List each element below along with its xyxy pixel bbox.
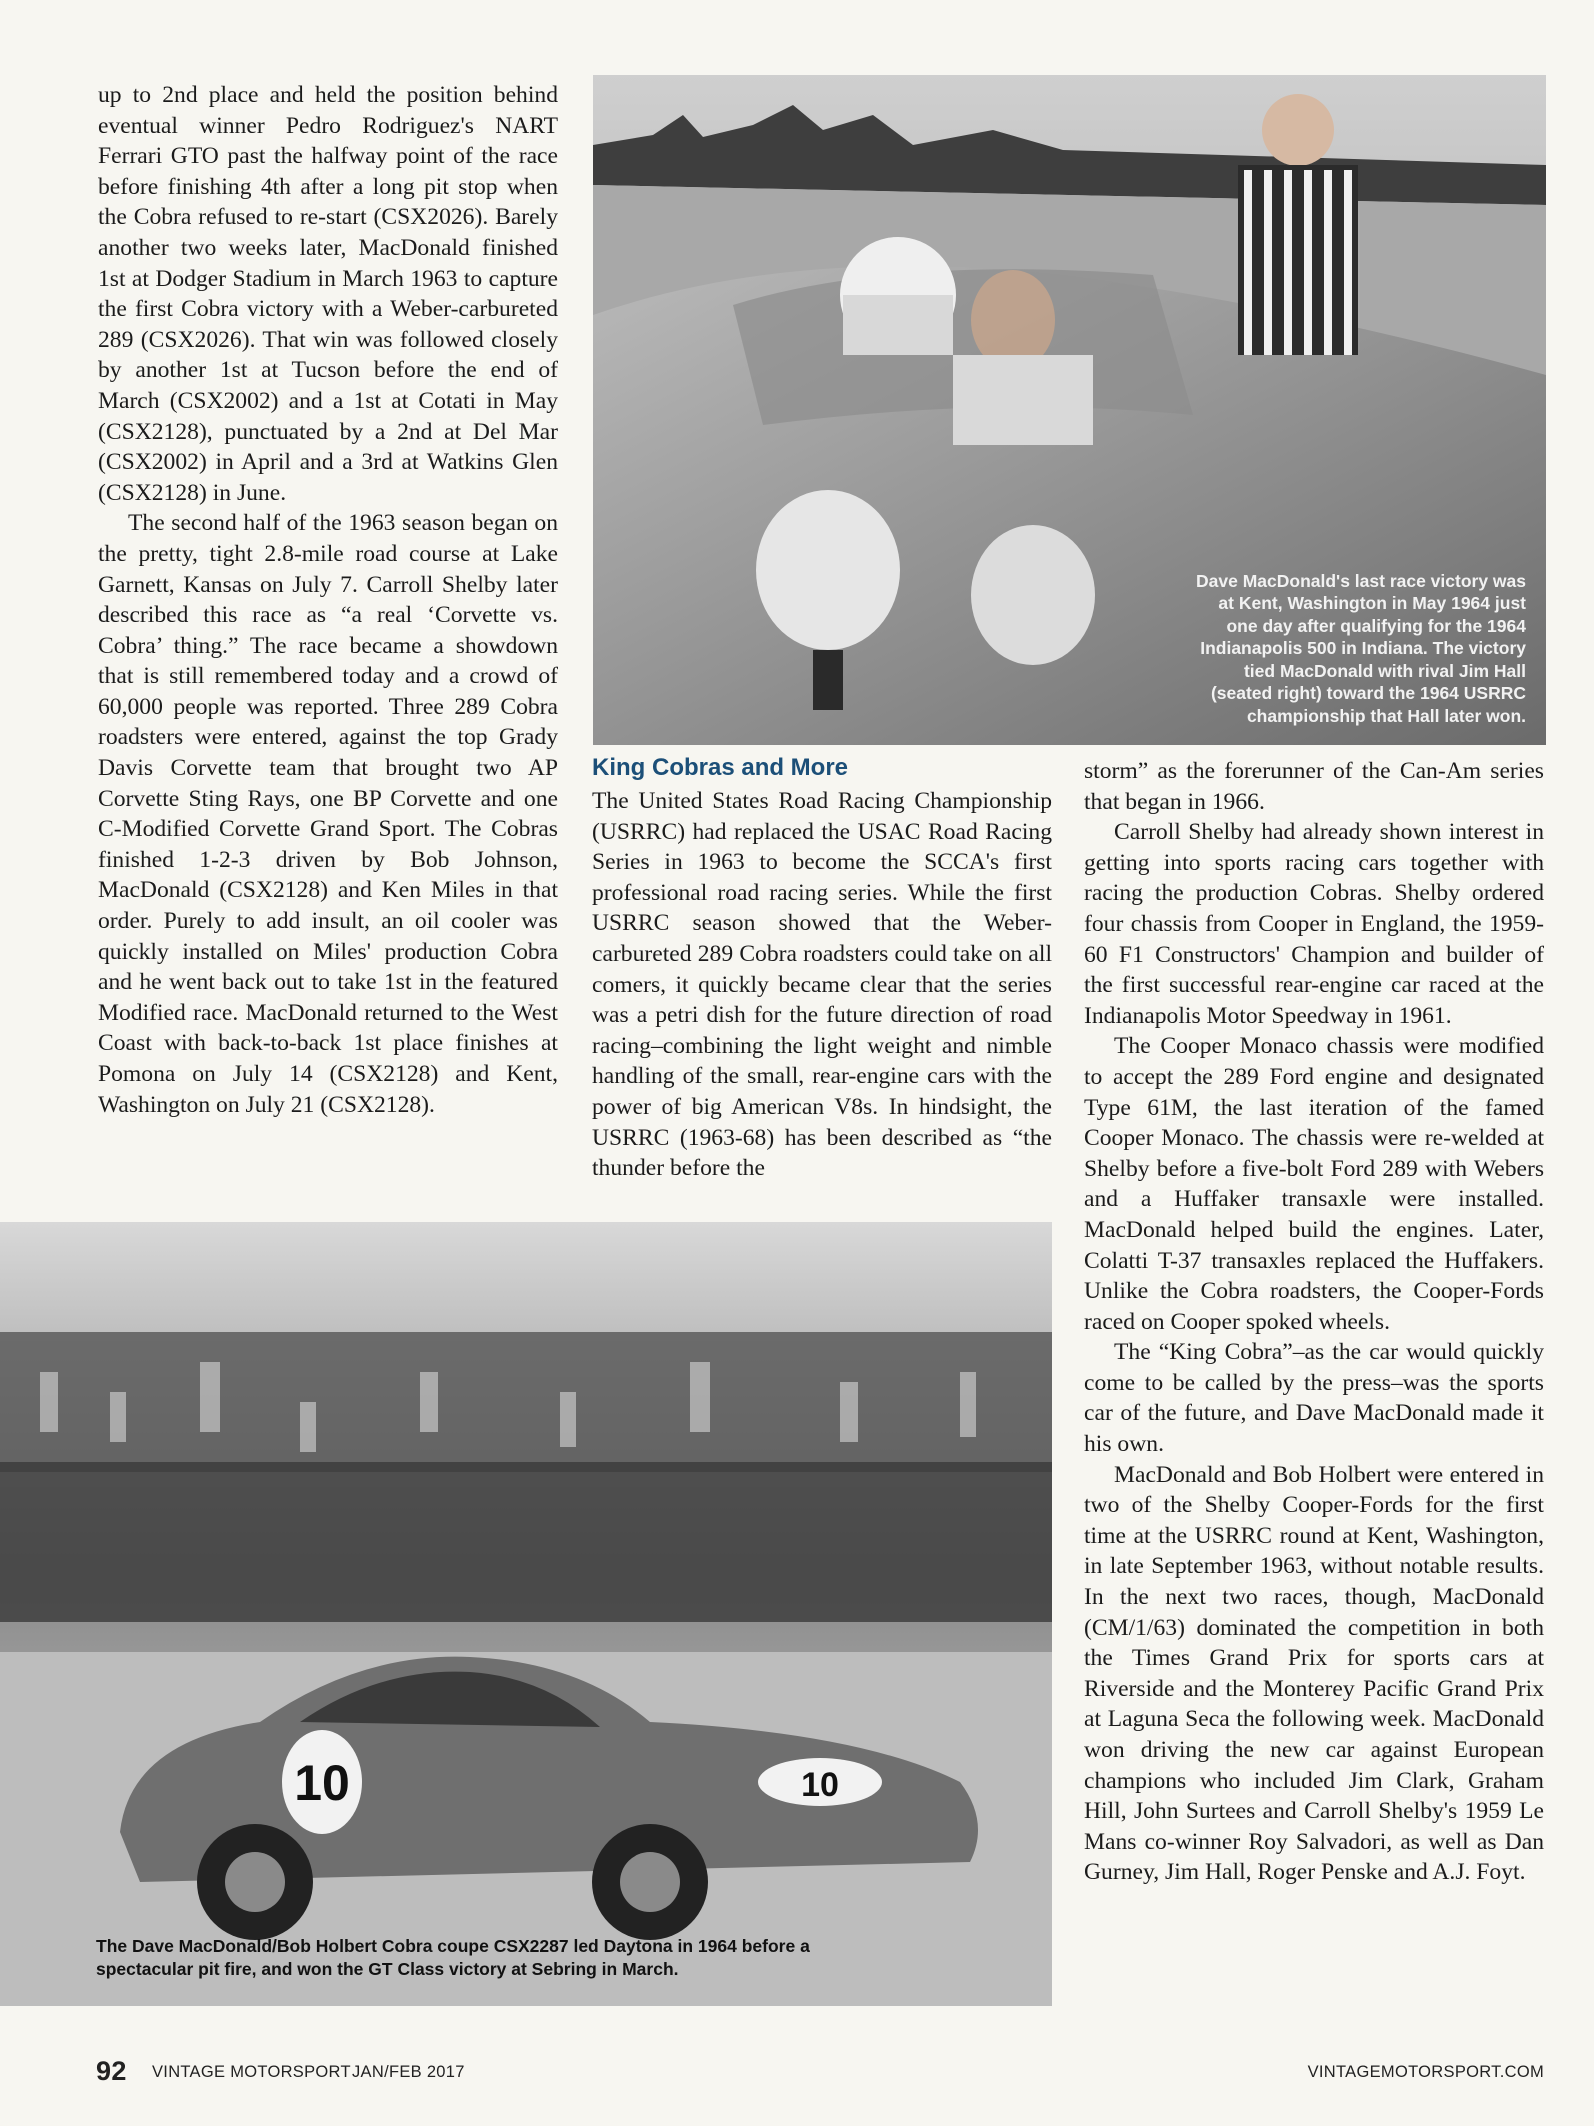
paragraph: The United States Road Racing Championship (USRRC) had replaced the USAC Road Racing Series in 1963 to become the SCCA's first professional road racing series. While the first USRRC season showed that the Weber-carbureted 289 Cobra roadsters could take on all comers, it quickly became clear that the series was a petri dish for the future direction of road racing–combining the light weight and nimble handling of the small, rear-engine cars with the power of big American V8s. In hindsight, the USRRC (1963-68) has been described as “the thunder before the bbox=[592, 788, 1052, 1182]
photo-cobra-coupe bbox=[0, 1222, 1052, 2006]
article-column-1 bbox=[98, 80, 558, 1120]
publication-name: VINTAGE MOTORSPORT bbox=[152, 2063, 351, 2081]
photo-caption: Dave MacDonald's last race victory was at Kent, Washington in May 1964 just one day after qualifying for the 1964 Indianapolis 500 in Indiana. The victory tied MacDonald with rival Jim Hall (seated right) toward the 1964 USRRC championship that Hall later won. bbox=[1196, 570, 1527, 726]
paragraph: up to 2nd place and held the position behind eventual winner Pedro Rodriguez's NART Ferrari GTO past the halfway point of the race before finishing 4th after a long pit stop when the Cobra refused to re-start (CSX2026). Barely another two weeks later, MacDonald finished 1st at Dodger Stadium in March 1963 to capture the first Cobra victory with a Weber-carbureted 289 (CSX2026). That win was followed closely by another 1st at Tucson before the end of March (CSX2002) and a 1st at Cotati in May (CSX2128), punctuated by a 2nd at Del Mar (CSX2002) in April and a 3rd at Watkins Glen (CSX2128) in June. bbox=[98, 82, 558, 506]
car-number-side: 10 bbox=[294, 1755, 350, 1811]
article-column-2 bbox=[592, 786, 1052, 1184]
photo-race-winner-car bbox=[593, 75, 1546, 745]
car-number-hood: 10 bbox=[801, 1766, 839, 1804]
website-url: VINTAGEMOTORSPORT.COM bbox=[1307, 2063, 1544, 2081]
photo-illustration bbox=[0, 1222, 1052, 2006]
paragraph: MacDonald and Bob Holbert were entered in two of the Shelby Cooper-Fords for the first time at the USRRC round at Kent, Washington, in late September 1963, without notable results. In the next two races, though, MacDonald (CM/1/63) dominated the competition in both the Times Grand Prix for sports cars at Riverside and the Monterey Pacific Grand Prix at Laguna Seca the following week. MacDonald won driving the new car against European champions who included Jim Clark, Graham Hill, John Surtees and Carroll Shelby's 1959 Le Mans co-winner Roy Salvadori, as well as Dan Gurney, Jim Hall, Roger Penske and A.J. Foyt. bbox=[1084, 1461, 1544, 1886]
page-number: 92 bbox=[96, 2056, 127, 2086]
paragraph: storm” as the forerunner of the Can-Am series that began in 1966. bbox=[1084, 758, 1544, 815]
paragraph: The Cooper Monaco chassis were modified to accept the 289 Ford engine and designated Type 61M, the last iteration of the famed Cooper Monaco. The chassis were re-welded at Shelby before a five-bolt Ford 289 with Webers and a Huffaker transaxle were installed. MacDonald helped build the engines. Later, Colatti T-37 transaxles replaced the Huffakers. Unlike the Cobra roadsters, the Cooper-Fords raced on Cooper spoked wheels. bbox=[1084, 1033, 1544, 1335]
paragraph: Carroll Shelby had already shown interest in getting into sports racing cars together with racing the production Cobras. Shelby ordered four chassis from Cooper in England, the 1959-60 F1 Constructors' Champion and builder of the first successful rear-engine car raced at the Indianapolis Motor Speedway in 1961. bbox=[1084, 819, 1544, 1029]
section-heading: King Cobras and More bbox=[592, 754, 849, 781]
article-column-3 bbox=[1084, 756, 1544, 1888]
paragraph: The second half of the 1963 season began on the pretty, tight 2.8-mile road course at Lake Garnett, Kansas on July 7. Carroll Shelby later described this race as “a real ‘Corvette vs. Cobra’ thing.” The race became a showdown that is still remembered today and a crowd of 60,000 people was reported. Three 289 Cobra roadsters were entered, against the top Grady Davis Corvette team that brought two AP Corvette Sting Rays, one BP Corvette and one C-Modified Corvette Grand Sport. The Cobras finished 1-2-3 driven by Bob Johnson, MacDonald (CSX2128) and Ken Miles in that order. Purely to add insult, an oil cooler was quickly installed on Miles' production Cobra and he went back out to take 1st in the featured Modified race. MacDonald returned to the West Coast with back-to-back 1st place finishes at Pomona on July 14 (CSX2128) and Kent, Washington on July 21 (CSX2128). bbox=[98, 510, 558, 1118]
photo-caption: The Dave MacDonald/Bob Holbert Cobra coupe CSX2287 led Daytona in 1964 before a spectacular pit fire, and won the GT Class victory at Sebring in March. bbox=[96, 1936, 810, 1979]
issue-date: JAN/FEB 2017 bbox=[352, 2063, 465, 2081]
paragraph: The “King Cobra”–as the car would quickly come to be called by the press–was the sports car of the future, and Dave MacDonald made it his own. bbox=[1084, 1339, 1544, 1458]
